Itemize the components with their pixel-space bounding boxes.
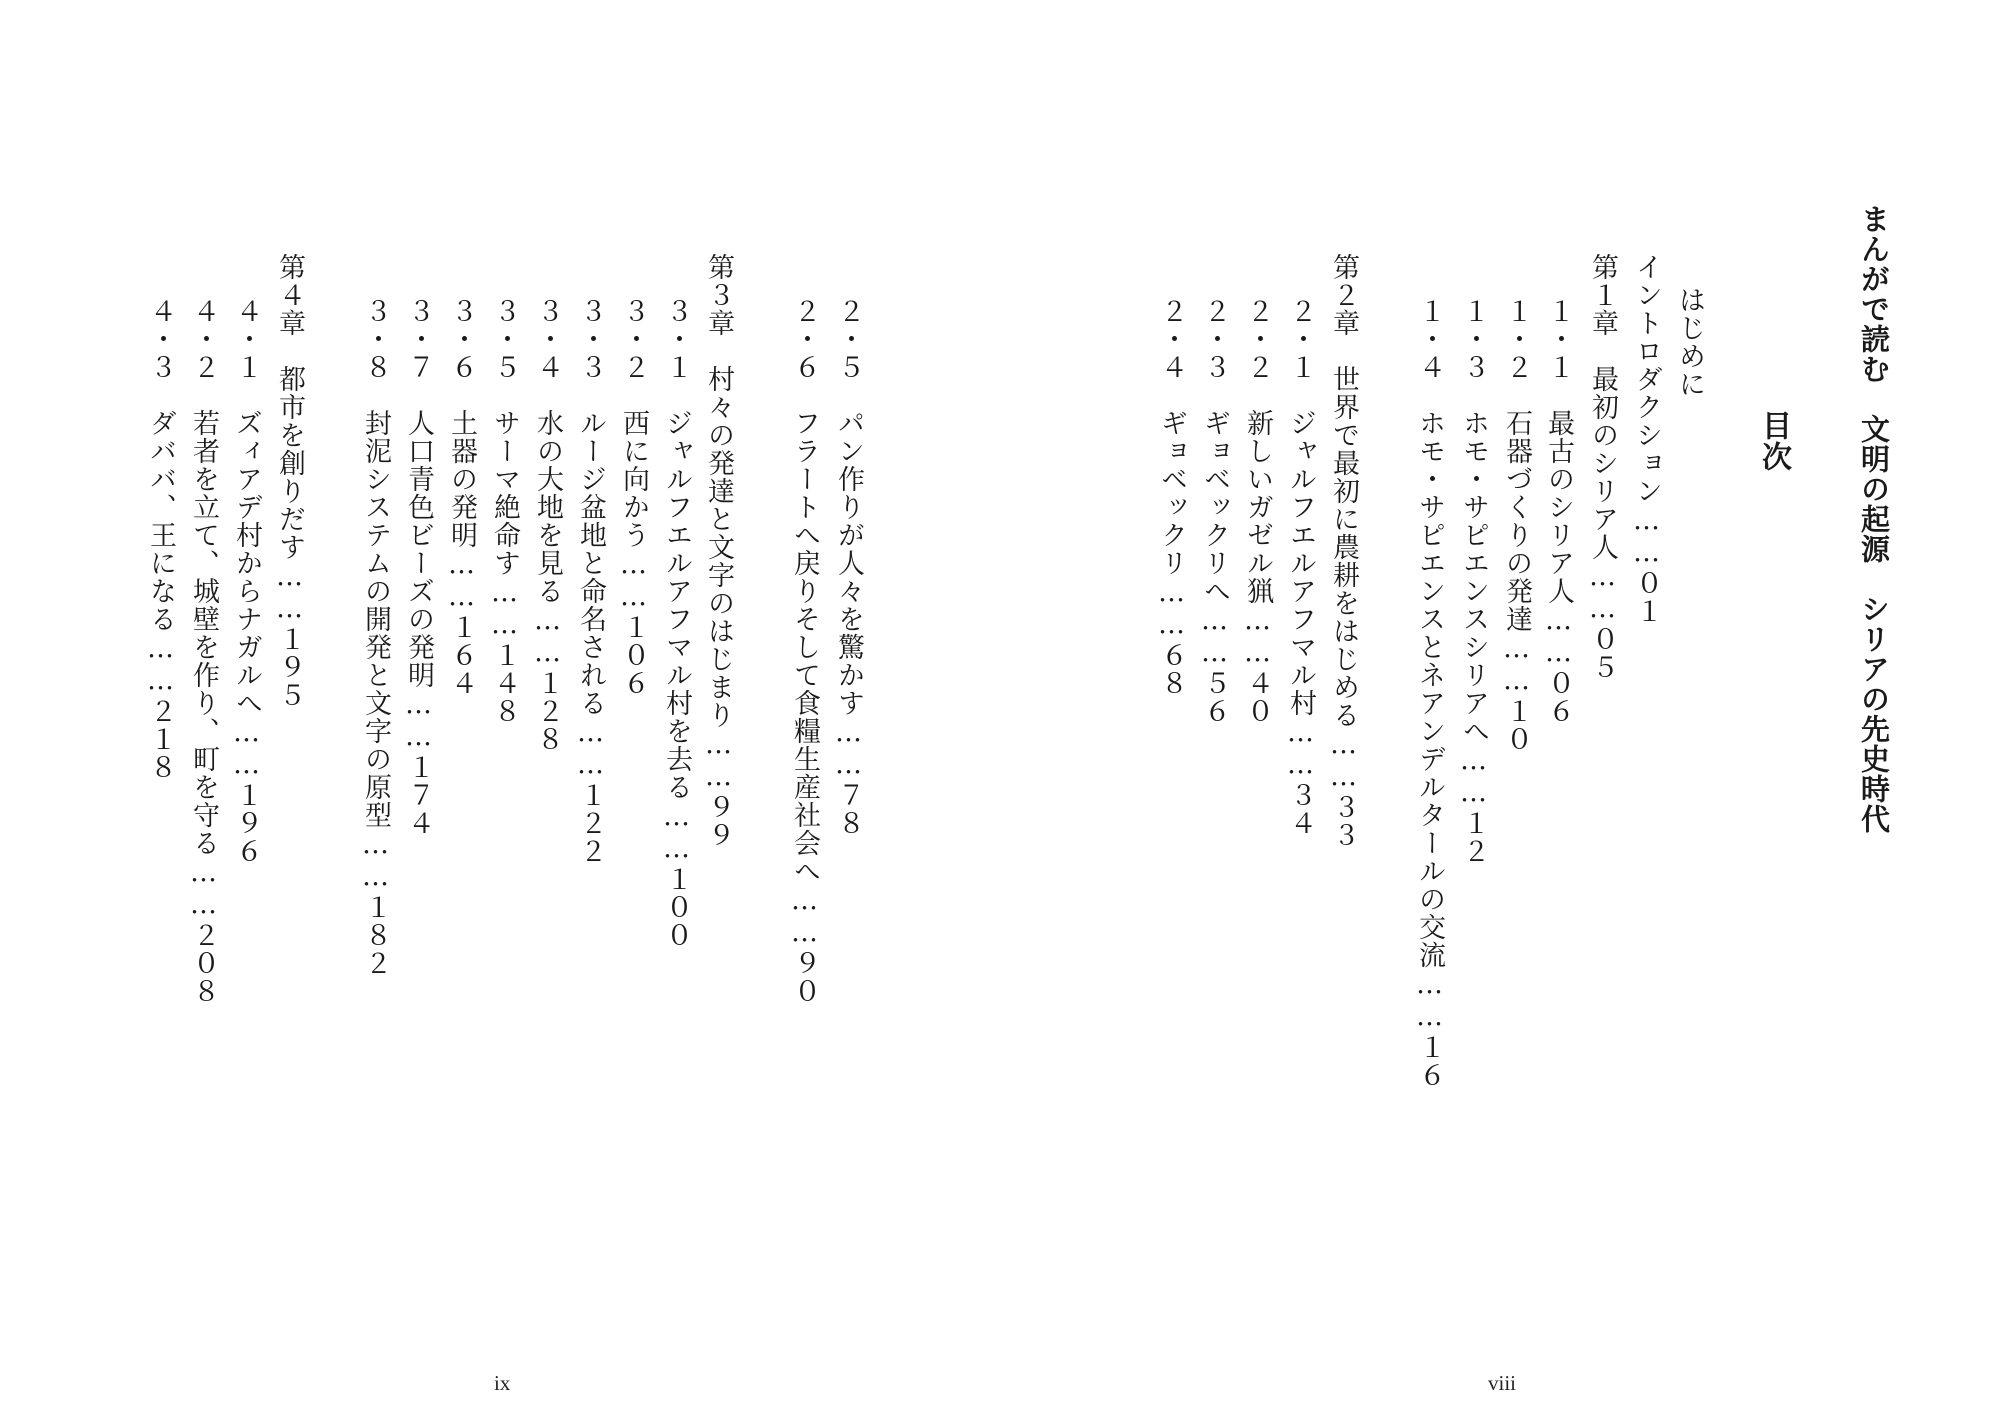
book-title: まんがで読む 文明の起源 シリアの先史時代 <box>1857 204 1891 834</box>
toc-entry-4-2: ４・２ 若者を立て、城壁を作り、町を守る……２０８ <box>188 297 219 1005</box>
toc-entry-3-2: ３・２ 西に向かう……１０６ <box>618 297 649 697</box>
toc-entry-1-2: １・２ 石器づくりの発達……１０ <box>1501 297 1532 753</box>
toc-entry-1-4: １・４ ホモ・サピエンスとネアンデルタールの交流……１６ <box>1414 297 1445 1089</box>
toc-entry-2-2: ２・２ 新しいガゼル猟……４０ <box>1242 297 1273 725</box>
toc-chapter-2: 第２章 世界で最初に農耕をはじめる……３３ <box>1328 253 1359 849</box>
toc-entry-2-3: ２・３ ギョベックリへ……５６ <box>1199 297 1230 725</box>
toc-chapter-4: 第４章 都市を創りだす……１９５ <box>274 253 305 709</box>
toc-entry-3-3: ３・３ ルージ盆地と命名される……１２２ <box>575 297 606 865</box>
toc-entry-3-8: ３・８ 封泥システムの開発と文字の原型……１８２ <box>360 297 391 977</box>
toc-entry-4-3: ４・３ ダババ、王になる……２１８ <box>145 297 176 781</box>
toc-entry-intro: イントロダクション……０１ <box>1631 253 1662 625</box>
toc-entry-2-4: ２・４ ギョベックリ……６８ <box>1156 297 1187 697</box>
page-number-right: viii <box>1488 1371 1517 1395</box>
toc-entry-4-1: ４・１ ズィアデ村からナガルへ……１９６ <box>231 297 262 865</box>
toc-entry-3-4: ３・４ 水の大地を見る……１２８ <box>532 297 563 753</box>
toc-entry-2-6: ２・６ フラートへ戻りそして食糧生産社会へ……９０ <box>789 297 820 1005</box>
toc-entry-3-7: ３・７ 人口青色ビーズの発明……１７４ <box>403 297 434 837</box>
toc-entry-3-5: ３・５ サーマ絶命す……１４８ <box>489 297 520 725</box>
toc-entry-3-6: ３・６ 土器の発明……１６４ <box>446 297 477 697</box>
toc-entry-2-5: ２・５ パン作りが人々を驚かす……７８ <box>833 297 864 837</box>
toc-entry-1-3: １・３ ホモ・サピエンスシリアへ……１２ <box>1458 297 1489 865</box>
toc-entry-hajimeni: はじめに <box>1674 286 1705 398</box>
toc-entry-2-1: ２・１ ジャルフエルアフマル村……３４ <box>1285 297 1316 837</box>
toc-entry-1-1: １・１ 最古のシリア人……０６ <box>1543 297 1574 725</box>
toc-heading: 目次 <box>1756 410 1791 472</box>
page-number-left: ix <box>494 1371 511 1395</box>
toc-entry-3-1: ３・１ ジャルフエルアフマル村を去る……１００ <box>661 297 692 949</box>
toc-chapter-3: 第３章 村々の発達と文字のはじまり……９９ <box>703 253 734 849</box>
toc-chapter-1: 第１章 最初のシリア人……０５ <box>1587 253 1618 681</box>
right-page <box>1000 0 2000 1419</box>
